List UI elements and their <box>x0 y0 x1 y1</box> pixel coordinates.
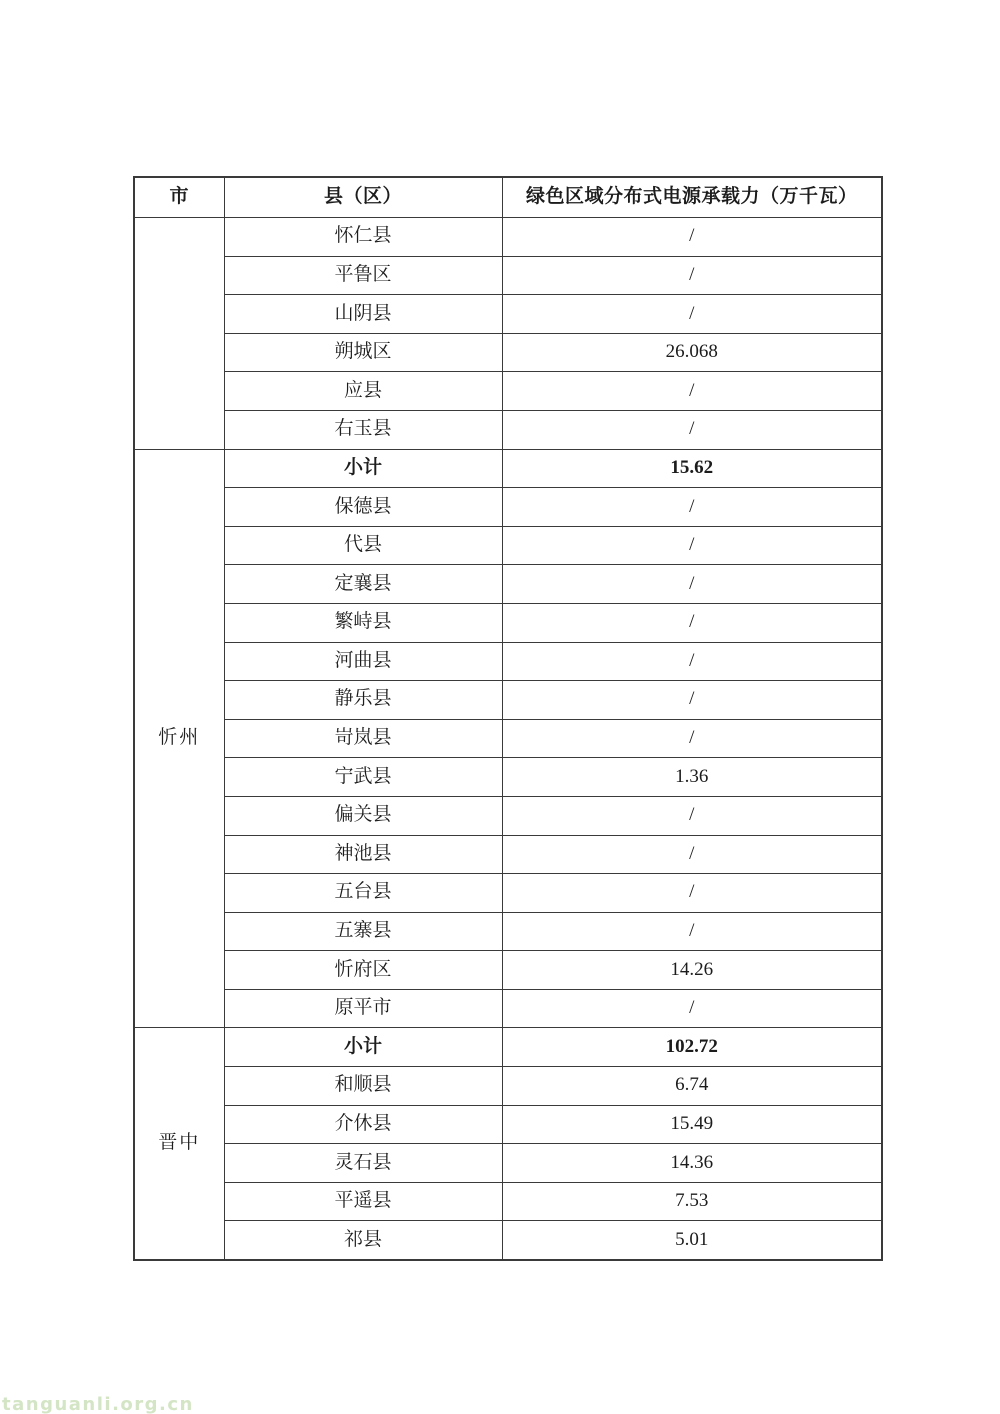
table-row <box>134 410 882 449</box>
city-cell <box>134 218 224 450</box>
table-row <box>134 256 882 295</box>
county-cell: 定襄县 <box>224 565 502 604</box>
capacity-value-cell: / <box>502 912 882 951</box>
table-row <box>134 719 882 758</box>
table-row <box>134 1067 882 1106</box>
table-row <box>134 989 882 1028</box>
county-cell: 祁县 <box>224 1221 502 1260</box>
capacity-value-cell: 7.53 <box>502 1182 882 1221</box>
capacity-value-cell: 1.36 <box>502 758 882 797</box>
table-row <box>134 951 882 990</box>
capacity-value-cell: / <box>502 989 882 1028</box>
county-cell: 神池县 <box>224 835 502 874</box>
table-row <box>134 565 882 604</box>
capacity-value-cell: / <box>502 372 882 411</box>
capacity-value-cell: 14.36 <box>502 1144 882 1183</box>
county-cell: 代县 <box>224 526 502 565</box>
county-cell: 怀仁县 <box>224 218 502 257</box>
county-cell: 和顺县 <box>224 1067 502 1106</box>
county-cell: 河曲县 <box>224 642 502 681</box>
county-cell: 灵石县 <box>224 1144 502 1183</box>
county-cell: 静乐县 <box>224 681 502 720</box>
capacity-value-cell: / <box>502 410 882 449</box>
county-cell: 原平市 <box>224 989 502 1028</box>
table-row <box>134 1105 882 1144</box>
table-row <box>134 526 882 565</box>
county-cell: 五寨县 <box>224 912 502 951</box>
county-cell: 保德县 <box>224 488 502 527</box>
county-cell: 平鲁区 <box>224 256 502 295</box>
capacity-value-cell: / <box>502 565 882 604</box>
table-row <box>134 912 882 951</box>
header-county: 县（区） <box>224 177 502 218</box>
table-row <box>134 333 882 372</box>
header-city: 市 <box>134 177 224 218</box>
county-cell: 五台县 <box>224 874 502 913</box>
subtotal-value-cell: 102.72 <box>502 1028 882 1067</box>
city-cell: 忻州 <box>134 449 224 1028</box>
table-row <box>134 603 882 642</box>
table-row <box>134 372 882 411</box>
subtotal-label-cell: 小计 <box>224 449 502 488</box>
subtotal-label-cell: 小计 <box>224 1028 502 1067</box>
capacity-value-cell: / <box>502 874 882 913</box>
capacity-value-cell: 14.26 <box>502 951 882 990</box>
capacity-value-cell: / <box>502 526 882 565</box>
table-row <box>134 1144 882 1183</box>
table-row <box>134 874 882 913</box>
county-cell: 右玉县 <box>224 410 502 449</box>
capacity-value-cell: 26.068 <box>502 333 882 372</box>
header-capacity: 绿色区域分布式电源承载力（万千瓦） <box>502 177 882 218</box>
county-cell: 应县 <box>224 372 502 411</box>
capacity-value-cell: / <box>502 295 882 334</box>
table-row <box>134 796 882 835</box>
county-cell: 介休县 <box>224 1105 502 1144</box>
county-cell: 宁武县 <box>224 758 502 797</box>
capacity-value-cell: / <box>502 488 882 527</box>
county-cell: 朔城区 <box>224 333 502 372</box>
table-row <box>134 1182 882 1221</box>
capacity-value-cell: / <box>502 642 882 681</box>
table-body <box>134 218 882 1261</box>
table-row <box>134 642 882 681</box>
table-header <box>134 177 882 218</box>
table-row <box>134 488 882 527</box>
table-row <box>134 295 882 334</box>
capacity-value-cell: / <box>502 719 882 758</box>
table-row <box>134 681 882 720</box>
table-row <box>134 1221 882 1260</box>
capacity-value-cell: / <box>502 681 882 720</box>
table-row <box>134 1028 882 1067</box>
county-cell: 忻府区 <box>224 951 502 990</box>
county-cell: 平遥县 <box>224 1182 502 1221</box>
county-cell: 山阴县 <box>224 295 502 334</box>
county-cell: 繁峙县 <box>224 603 502 642</box>
city-cell: 晋中 <box>134 1028 224 1260</box>
capacity-value-cell: / <box>502 256 882 295</box>
header-row <box>134 177 882 218</box>
capacity-value-cell: / <box>502 796 882 835</box>
county-cell: 岢岚县 <box>224 719 502 758</box>
capacity-table <box>133 176 883 1261</box>
subtotal-value-cell: 15.62 <box>502 449 882 488</box>
table-row <box>134 835 882 874</box>
capacity-value-cell: / <box>502 603 882 642</box>
capacity-value-cell: / <box>502 218 882 257</box>
table-row <box>134 449 882 488</box>
capacity-value-cell: 6.74 <box>502 1067 882 1106</box>
watermark: tanguanli.org.cn <box>2 1394 194 1414</box>
table-row <box>134 218 882 257</box>
county-cell: 偏关县 <box>224 796 502 835</box>
table-row <box>134 758 882 797</box>
capacity-value-cell: 15.49 <box>502 1105 882 1144</box>
capacity-value-cell: / <box>502 835 882 874</box>
capacity-value-cell: 5.01 <box>502 1221 882 1260</box>
